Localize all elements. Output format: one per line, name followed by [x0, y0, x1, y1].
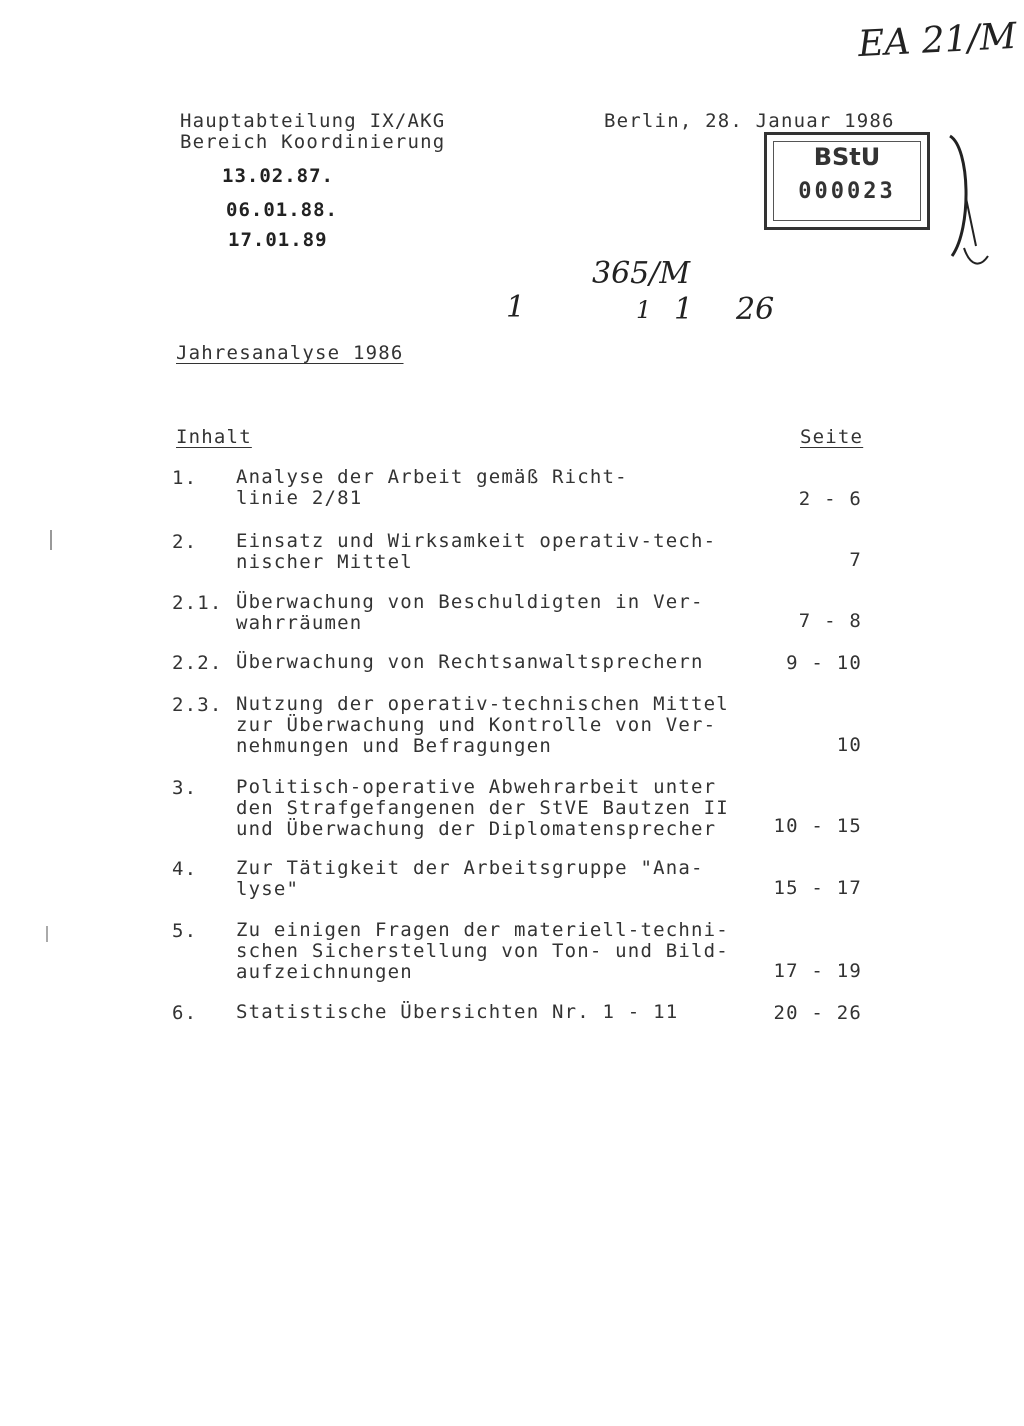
toc-entry-title: Einsatz und Wirksamkeit operativ-tech- nischer Mittel: [236, 530, 717, 573]
toc-entry-pages: 20 - 26: [773, 1002, 862, 1024]
toc-entry-pages: 9 - 10: [786, 652, 862, 674]
document-title: Jahresanalyse 1986: [176, 342, 404, 364]
archive-mark: EA 21/M: [857, 15, 1018, 66]
department-line-1: Hauptabteilung IX/AKG: [180, 110, 446, 132]
toc-entry-title: Nutzung der operativ-technischen Mittel zur Überwachung und Kontrolle von Ver- nehmungen und Befragungen: [236, 693, 729, 757]
toc-entry-title: Überwachung von Beschuldigten in Ver- wahrräumen: [236, 591, 704, 634]
toc-entry-pages: 15 - 17: [773, 877, 862, 899]
toc-entry-pages: 10 - 15: [773, 815, 862, 837]
toc-page-heading: Seite: [800, 426, 864, 448]
handwritten-bracket-mark: [930, 128, 1000, 278]
date-stamp-2: 06.01.88.: [226, 199, 338, 221]
date-stamp-1: 13.02.87.: [222, 165, 334, 187]
handwritten-one-b: 1: [636, 296, 652, 324]
margin-mark: [46, 926, 48, 942]
toc-entry-number: 5.: [172, 920, 198, 942]
archive-stamp-number: 000023: [798, 179, 896, 204]
handwritten-pages: 26: [736, 292, 775, 327]
toc-entry-number: 2.2.: [172, 652, 223, 674]
handwritten-ref: 365/M: [592, 256, 691, 291]
margin-mark: [50, 530, 52, 550]
toc-entry-title: Überwachung von Rechtsanwaltsprechern: [236, 651, 704, 673]
toc-entry-number: 4.: [172, 858, 198, 880]
toc-entry-title: Politisch-operative Abwehrarbeit unter den Strafgefangenen der StVE Bautzen II und Überwachung der Diplomatensprecher: [236, 776, 729, 840]
place-date: Berlin, 28. Januar 1986: [604, 110, 895, 132]
toc-heading: Inhalt: [176, 426, 252, 448]
toc-entry-number: 6.: [172, 1002, 198, 1024]
department-line-2: Bereich Koordinierung: [180, 131, 446, 153]
toc-entry-pages: 7 - 8: [798, 610, 862, 632]
handwritten-one-a: 1: [506, 290, 526, 325]
toc-entry-number: 2.1.: [172, 592, 223, 614]
toc-entry-pages: 7: [849, 549, 862, 571]
toc-entry-pages: 17 - 19: [773, 960, 862, 982]
toc-entry-number: 2.: [172, 531, 198, 553]
toc-entry-title: Zur Tätigkeit der Arbeitsgruppe "Ana- lyse": [236, 857, 704, 900]
toc-entry-number: 2.3.: [172, 694, 223, 716]
toc-entry-pages: 10: [836, 734, 862, 756]
toc-entry-number: 3.: [172, 777, 198, 799]
handwritten-one-c: 1: [674, 292, 694, 327]
toc-entry-title: Analyse der Arbeit gemäß Richt- linie 2/81: [236, 466, 628, 509]
toc-entry-title: Zu einigen Fragen der materiell-techni- schen Sicherstellung von Ton- und Bild- aufzeichnungen: [236, 919, 729, 983]
toc-entry-pages: 2 - 6: [798, 488, 862, 510]
archive-stamp: [764, 132, 930, 230]
date-stamp-3: 17.01.89: [228, 229, 328, 251]
toc-entry-number: 1.: [172, 467, 198, 489]
archive-stamp-label: BStU: [813, 143, 881, 171]
toc-entry-title: Statistische Übersichten Nr. 1 - 11: [236, 1001, 679, 1023]
